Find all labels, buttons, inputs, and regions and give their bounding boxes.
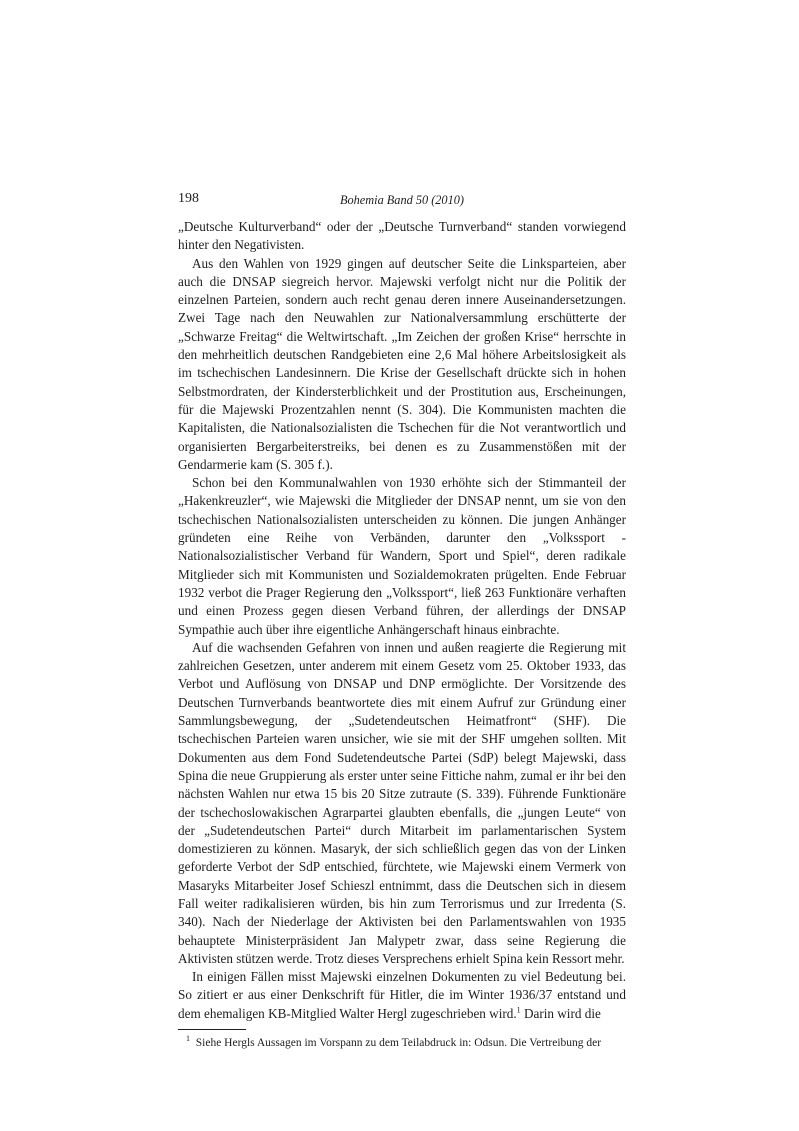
paragraph-1: „Deutsche Kulturverband“ oder der „Deutsche Turnverband“ standen vorwiegend hinter den Negativisten. xyxy=(178,219,626,253)
running-head: Bohemia Band 50 (2010) xyxy=(340,193,464,207)
footnote xyxy=(178,1036,626,1051)
footnote-reference[interactable]: 1 xyxy=(516,1005,521,1015)
paragraph-3: Schon bei den Kommunalwahlen von 1930 erhöhte sich der Stimmanteil der „Hakenkreuzler“, wie Majewski die Mitglieder der DNSAP nennt, um sie von den tschechischen Nationalsozialisten unterscheiden zu können. Die jungen Anhänger gründeten eine Reihe von Verbänden, darunter den „Volkssport - Nationalsozialistischer Verband für Wandern, Sport und Spiel“, deren radikale Mitglieder sich mit Kommunisten und Sozialdemokraten prügelten. Ende Februar 1932 verbot die Prager Regierung den „Volkssport“, ließ 263 Funktionäre verhaften und einen Prozess gegen diesen Verband führen, der allerdings der DNSAP Sympathie auch über ihre eigentliche Anhängerschaft hinaus einbrachte. xyxy=(178,475,626,637)
footnote-divider xyxy=(178,1029,246,1030)
page-number: 198 xyxy=(178,191,199,206)
footnote-mark: 1 xyxy=(186,1034,190,1044)
document-page xyxy=(178,190,626,1051)
paragraph-5-tail: Darin wird die xyxy=(520,1005,601,1021)
paragraph-2: Aus den Wahlen von 1929 gingen auf deutscher Seite die Linksparteien, aber auch die DNSAP siegreich hervor. Majewski verfolgt nicht nur die Politik der einzelnen Parteien, sondern auch recht genau deren innere Auseinandersetzungen. Zwei Tage nach den Neuwahlen zur Nationalversammlung erschütterte der „Schwarze Freitag“ die Weltwirtschaft. „Im Zeichen der großen Krise“ herrschte in den mehrheitlich deutschen Randgebieten eine 2,6 Mal höhere Arbeitslosigkeit als im tschechischen Landesinnern. Die Krise der Gesellschaft drückte sich in hohen Selbstmordraten, der Kindersterblichkeit und der Prostitution aus, Erscheinungen, für die Majewski Prozentzahlen nennt (S. 304). Die Kommunisten machten die Kapitalisten, die Nationalsozialisten die Tschechen für die Not verantwortlich und organisierten Bergarbeiterstreiks, bei denen es zu Zusammenstößen mit der Gendarmerie kam (S. 305 f.). xyxy=(178,255,626,472)
paragraph-5-text: In einigen Fällen misst Majewski einzelnen Dokumenten zu viel Bedeutung bei. So zitiert er aus einer Denkschrift für Hitler, die im Winter 1936/37 entstand und dem ehemaligen KB-Mitglied Walter Hergl zugeschrieben wird. xyxy=(178,969,626,1021)
paragraph-5 xyxy=(178,968,626,1023)
footnote-text: Siehe Hergls Aussagen im Vorspann zu dem Teilabdruck in: Odsun. Die Vertreibung der xyxy=(195,1037,602,1050)
paragraph-4: Auf die wachsenden Gefahren von innen und außen reagierte die Regierung mit zahlreichen Gesetzen, unter anderem mit einem Gesetz vom 25. Oktober 1933, das Verbot und Auflösung von DNSAP und DNP ermöglichte. Der Vorsitzende des Deutschen Turnverbands beantwortete dies mit einem Aufruf zur Gründung einer Sammlungsbewegung, der „Sudetendeutschen Heimatfront“ (SHF). Die tschechischen Parteien waren unsicher, wie sie mit der SHF umgehen sollten. Mit Dokumenten aus dem Fond Sudetendeutsche Partei (SdP) belegt Majewski, dass Spina die neue Gruppierung als erster unter seine Fittiche nahm, zumal er ihr bei den nächsten Wahlen nur etwa 15 bis 20 Sitze zutraute (S. 339). Führende Funktionäre der tschechoslowakischen Agrarpartei glaubten ebenfalls, die „jungen Leute“ von der „Sudetendeutschen Partei“ durch Mitarbeit im parlamentarischen System domestizieren zu können. Masaryk, der sich schließlich gegen das von der Linken geforderte Verbot der SdP entschied, fürchtete, wie Majewski einem Vermerk von Masaryks Mitarbeiter Josef Schieszl entnimmt, dass die Deutschen sich in diesem Fall weiter radikalisieren würden, bis hin zum Terrorismus und zur Irredenta (S. 340). Nach der Niederlage der Aktivisten bei den Parlamentswahlen von 1935 behauptete Ministerpräsident Jan Malypetr zwar, dass seine Regierung die Aktivisten stützen werde. Trotz dieses Versprechens erhielt Spina kein Ressort mehr. xyxy=(178,639,626,966)
page-header xyxy=(178,190,626,210)
